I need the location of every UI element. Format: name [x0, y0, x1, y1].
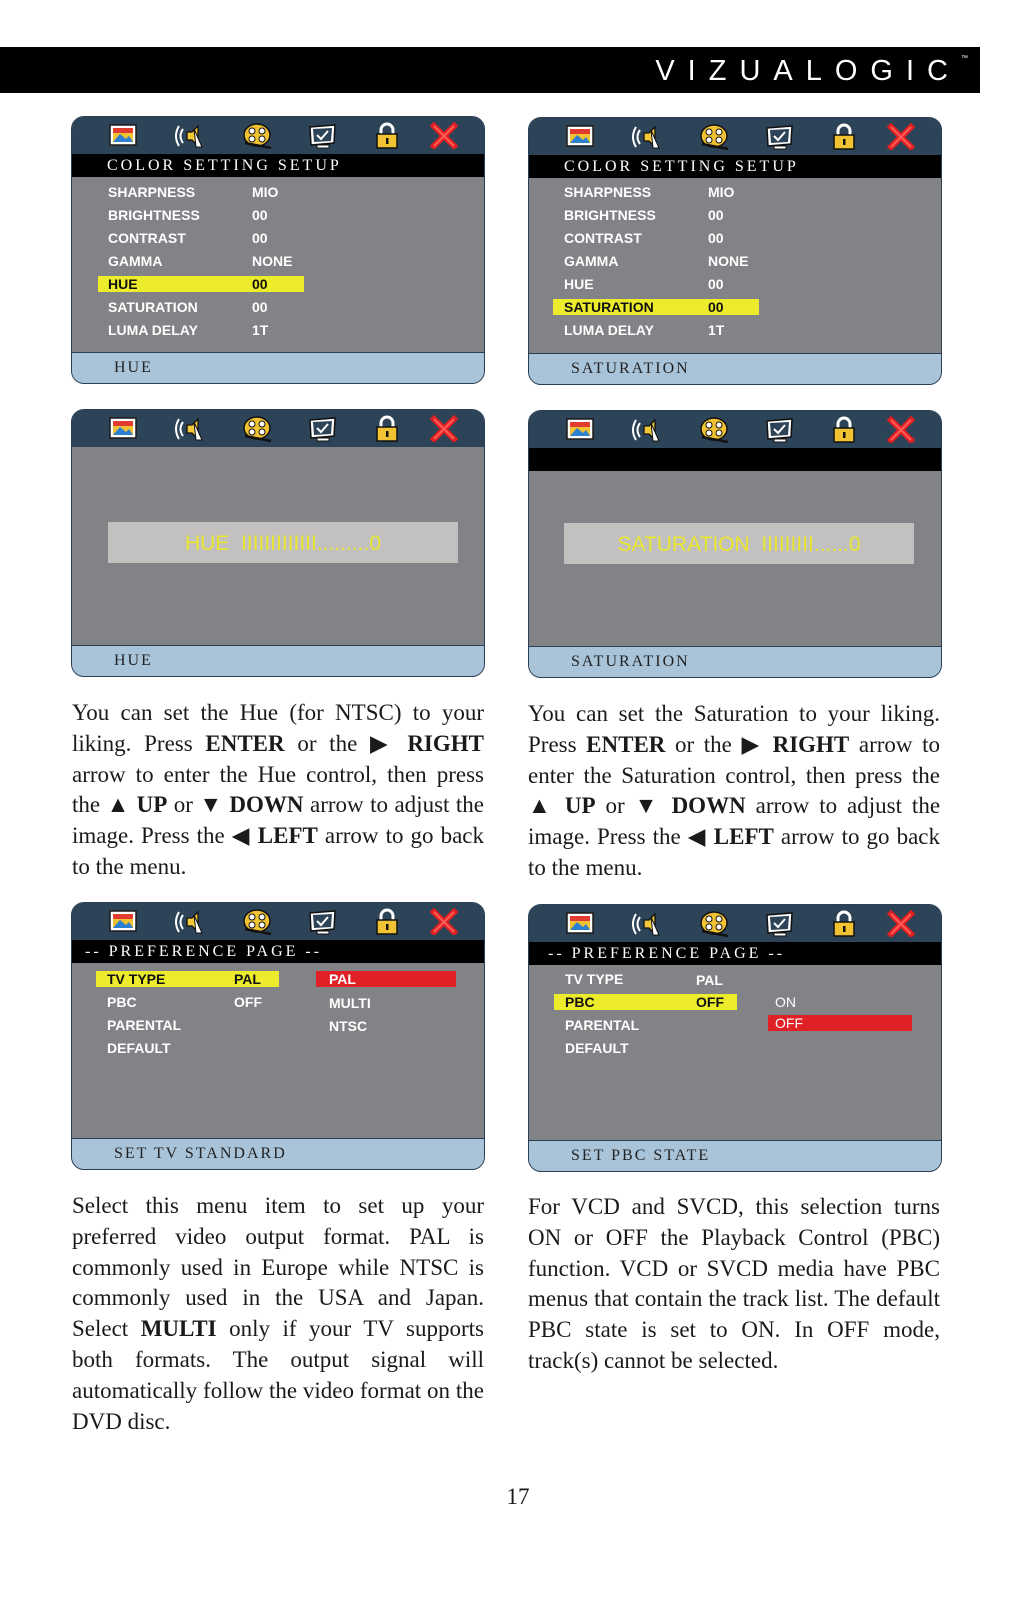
down-arrow-icon: ▼	[199, 792, 223, 818]
saturation-instructions: You can set the Saturation to your liking. Press ENTER or the ▶ RIGHT arrow to enter the Saturation control, then press the ▲ UP or ▼ DOWN arrow to adjust the image. Press the ◀ LEFT arrow to go back to the menu.	[528, 701, 941, 880]
monitor-check-icon[interactable]	[306, 907, 338, 935]
film-reel-icon[interactable]	[698, 415, 730, 443]
menu-header: COLOR SETTING SETUP	[72, 154, 484, 177]
close-icon[interactable]	[428, 907, 460, 935]
menu-item-gamma[interactable]: GAMMA	[564, 253, 619, 269]
menu-item-hue[interactable]: HUE	[564, 276, 594, 292]
menu-item-parental[interactable]: PARENTAL	[565, 1017, 640, 1033]
speaker-icon[interactable]	[631, 909, 663, 937]
menu-icon-bar	[529, 118, 941, 155]
value-sharpness: MIO	[252, 184, 279, 200]
preference-page-pbc	[528, 904, 942, 1172]
hue-slider[interactable]: HUE IIIIIIIIIIIII.........0	[108, 522, 458, 563]
page-number: 17	[506, 1484, 530, 1509]
value-pbc: OFF	[234, 994, 262, 1010]
padlock-icon[interactable]	[828, 415, 860, 443]
menu-status-footer: SET TV STANDARD	[72, 1138, 484, 1169]
monitor-check-icon[interactable]	[763, 415, 795, 443]
speaker-icon[interactable]	[174, 414, 206, 442]
menu-item-default[interactable]: DEFAULT	[107, 1040, 171, 1056]
value-saturation: 00	[252, 299, 268, 315]
color-setting-menu-hue	[71, 116, 485, 384]
menu-header: -- PREFERENCE PAGE --	[72, 940, 484, 963]
menu-item-saturation[interactable]: SATURATION	[108, 299, 198, 315]
picture-icon[interactable]	[564, 415, 596, 443]
value-contrast: 00	[252, 230, 268, 246]
hue-instructions: You can set the Hue (for NTSC) to your liking. Press ENTER or the ▶ RIGHT arrow to enter the Hue control, then press the ▲ UP or ▼ DOWN arrow to adjust the image. Press the ◀ LEFT arrow to go back to the menu.	[72, 700, 484, 879]
monitor-check-icon[interactable]	[306, 121, 338, 149]
speaker-icon[interactable]	[631, 122, 663, 150]
value-tv-type: PAL	[696, 972, 723, 988]
padlock-icon[interactable]	[828, 122, 860, 150]
menu-item-default[interactable]: DEFAULT	[565, 1040, 629, 1056]
picture-icon[interactable]	[107, 121, 139, 149]
saturation-adjust-screen	[528, 410, 942, 678]
hue-adjust-screen	[71, 409, 485, 677]
close-icon[interactable]	[885, 909, 917, 937]
menu-item-saturation[interactable]: SATURATION	[564, 299, 654, 315]
menu-item-sharpness[interactable]: SHARPNESS	[564, 184, 652, 200]
up-arrow-icon: ▲	[106, 792, 131, 818]
menu-icon-bar	[529, 411, 941, 448]
up-arrow-icon: ▲	[528, 793, 555, 819]
menu-item-hue[interactable]: HUE	[108, 276, 138, 292]
film-reel-icon[interactable]	[241, 907, 273, 935]
saturation-slider[interactable]: SATURATION IIIIIIIII......0	[564, 523, 914, 564]
left-arrow-icon: ◀	[687, 824, 707, 850]
right-arrow-icon: ▶	[741, 731, 763, 757]
menu-icon-bar	[72, 903, 484, 940]
value-hue: 00	[252, 276, 268, 292]
menu-icon-bar	[529, 905, 941, 942]
brand-logo: VIZUALOGIC™	[655, 55, 968, 87]
menu-icon-bar	[72, 410, 484, 447]
menu-status-footer: SATURATION	[529, 353, 941, 384]
value-tv-type: PAL	[234, 971, 261, 987]
film-reel-icon[interactable]	[241, 414, 273, 442]
option-on[interactable]: ON	[775, 994, 796, 1010]
value-contrast: 00	[708, 230, 724, 246]
menu-item-luma-delay[interactable]: LUMA DELAY	[108, 322, 198, 338]
pbc-instructions: For VCD and SVCD, this selection turns ON or OFF the Playback Control (PBC) function. VCD or SVCD media have PBC menus that contain the track list. The default PBC state is set to ON. In OFF mode, track(s) cannot be selected.	[528, 1194, 940, 1373]
speaker-icon[interactable]	[174, 907, 206, 935]
right-arrow-icon: ▶	[369, 730, 395, 756]
menu-item-brightness[interactable]: BRIGHTNESS	[564, 207, 656, 223]
speaker-icon[interactable]	[631, 415, 663, 443]
color-setting-menu-saturation	[528, 117, 942, 385]
film-reel-icon[interactable]	[698, 909, 730, 937]
value-brightness: 00	[252, 207, 268, 223]
menu-item-brightness[interactable]: BRIGHTNESS	[108, 207, 200, 223]
monitor-check-icon[interactable]	[763, 909, 795, 937]
picture-icon[interactable]	[107, 414, 139, 442]
down-arrow-icon: ▼	[634, 793, 662, 819]
menu-status-footer: SATURATION	[529, 646, 941, 677]
value-gamma: NONE	[708, 253, 749, 269]
close-icon[interactable]	[885, 415, 917, 443]
menu-header: -- PREFERENCE PAGE --	[529, 942, 941, 965]
padlock-icon[interactable]	[828, 909, 860, 937]
option-pal[interactable]: PAL	[329, 971, 356, 987]
close-icon[interactable]	[885, 122, 917, 150]
value-sharpness: MIO	[708, 184, 735, 200]
menu-item-parental[interactable]: PARENTAL	[107, 1017, 182, 1033]
menu-item-pbc[interactable]: PBC	[107, 994, 137, 1010]
padlock-icon[interactable]	[371, 414, 403, 442]
tv-type-instructions: Select this menu item to set up your preferred video output format. PAL is commonly used in Europe while NTSC is commonly used in the USA and Japan. Select MULTI only if your TV supports both formats. The output signal will automatically follow the video format on the DVD disc.	[72, 1193, 484, 1434]
option-ntsc[interactable]: NTSC	[329, 1018, 368, 1034]
monitor-check-icon[interactable]	[763, 122, 795, 150]
padlock-icon[interactable]	[371, 907, 403, 935]
option-off[interactable]: OFF	[775, 1015, 803, 1031]
value-gamma: NONE	[252, 253, 293, 269]
preference-page-tv-type	[71, 902, 485, 1170]
option-multi[interactable]: MULTI	[329, 995, 371, 1011]
value-saturation: 00	[708, 299, 724, 315]
menu-status-footer: HUE	[72, 645, 484, 676]
menu-item-contrast[interactable]: CONTRAST	[564, 230, 642, 246]
picture-icon[interactable]	[107, 907, 139, 935]
menu-item-tv-type[interactable]: TV TYPE	[107, 971, 166, 987]
padlock-icon[interactable]	[371, 121, 403, 149]
menu-header: COLOR SETTING SETUP	[529, 155, 941, 178]
value-luma-delay: 1T	[252, 322, 269, 338]
close-icon[interactable]	[428, 414, 460, 442]
film-reel-icon[interactable]	[698, 122, 730, 150]
monitor-check-icon[interactable]	[306, 414, 338, 442]
menu-status-footer: HUE	[72, 352, 484, 383]
value-pbc: OFF	[696, 994, 724, 1010]
value-luma-delay: 1T	[708, 322, 725, 338]
menu-item-pbc[interactable]: PBC	[565, 994, 595, 1010]
menu-item-luma-delay[interactable]: LUMA DELAY	[564, 322, 654, 338]
value-brightness: 00	[708, 207, 724, 223]
picture-icon[interactable]	[564, 909, 596, 937]
menu-item-sharpness[interactable]: SHARPNESS	[108, 184, 196, 200]
speaker-icon[interactable]	[174, 121, 206, 149]
close-icon[interactable]	[428, 121, 460, 149]
film-reel-icon[interactable]	[241, 121, 273, 149]
brand-name: VIZUALOGIC	[655, 55, 961, 87]
menu-icon-bar	[72, 117, 484, 154]
value-hue: 00	[708, 276, 724, 292]
menu-header-bar	[529, 448, 941, 471]
menu-item-gamma[interactable]: GAMMA	[108, 253, 163, 269]
menu-item-tv-type[interactable]: TV TYPE	[565, 971, 624, 987]
left-arrow-icon: ◀	[231, 823, 251, 849]
brand-bar	[0, 47, 980, 93]
picture-icon[interactable]	[564, 122, 596, 150]
menu-item-contrast[interactable]: CONTRAST	[108, 230, 186, 246]
menu-status-footer: SET PBC STATE	[529, 1140, 941, 1171]
